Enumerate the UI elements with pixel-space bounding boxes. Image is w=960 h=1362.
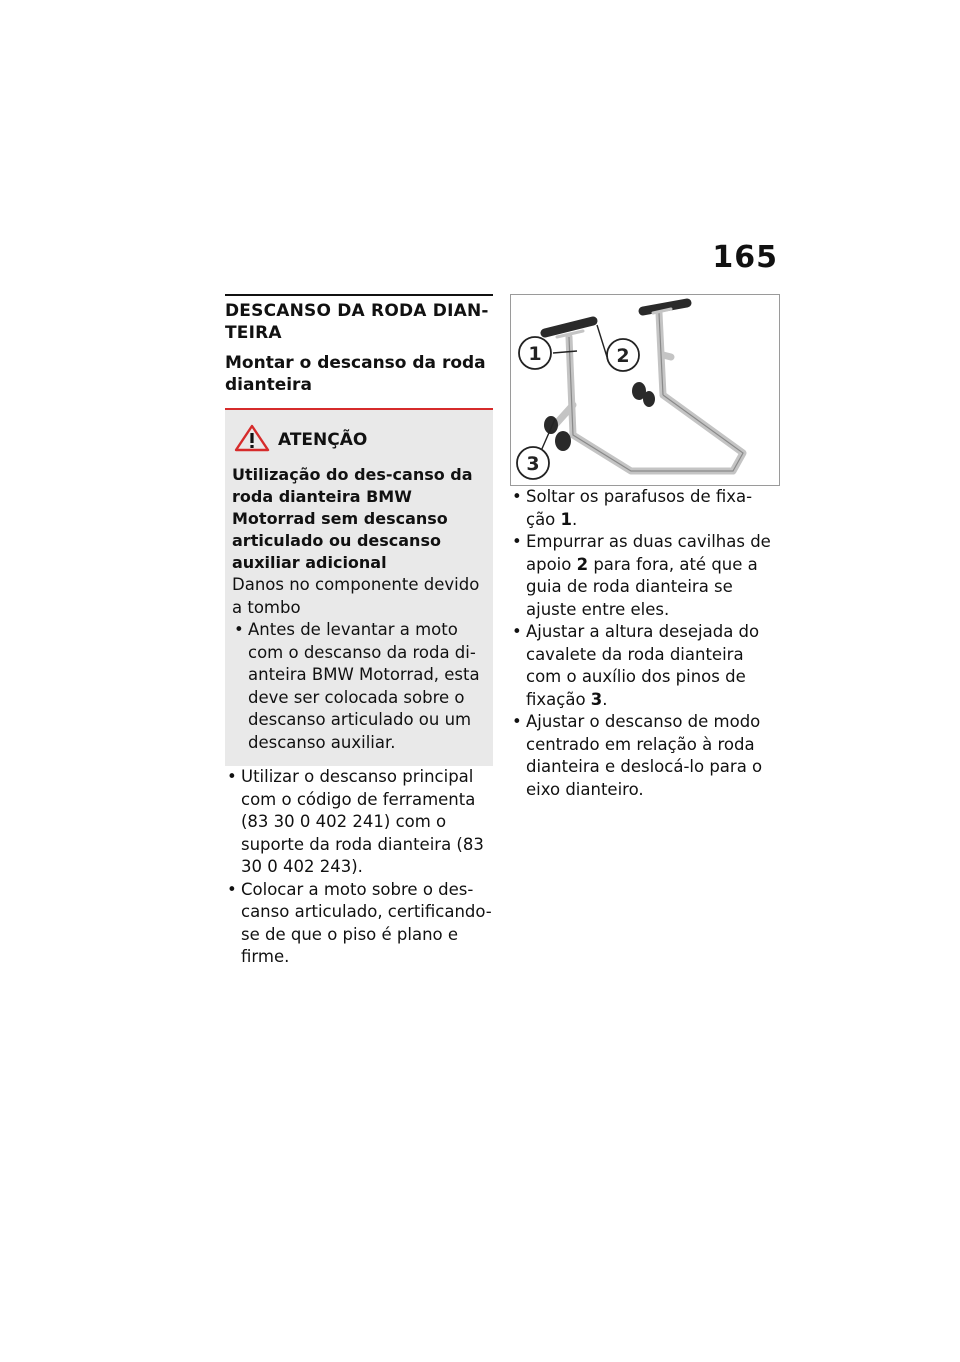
step-text: Empurrar as duas cavilhas de apoio (526, 532, 771, 574)
list-item (510, 531, 780, 621)
list-item (510, 486, 780, 531)
step-end: . (602, 689, 608, 709)
callout-3 (517, 447, 549, 479)
warning-box (225, 408, 493, 766)
warning-header (232, 424, 485, 456)
step-ref: 2 (576, 554, 589, 574)
subsection-title: Montar o descanso da roda dianteira (225, 353, 486, 395)
warning-subject: Utilização do des-canso da roda dianteira BMW Motorrad sem descanso articulado ou descanso auxiliar adicional (232, 465, 473, 572)
step-ref: 1 (560, 509, 573, 529)
warning-consequence: Danos no componente devido a tombo (232, 575, 480, 617)
callout-2 (607, 339, 639, 371)
left-column (225, 294, 493, 969)
step-ref: 3 (590, 689, 603, 709)
step-text: Ajustar a altura desejada do cavalete da roda dianteira com o auxílio dos pinos de fixação (526, 622, 760, 709)
right-column (510, 294, 780, 801)
page-number: 165 (712, 240, 778, 275)
warning-triangle-icon (234, 424, 270, 456)
left-step-list (225, 766, 493, 969)
front-stand-figure (510, 294, 780, 486)
step-end: . (572, 509, 578, 529)
warning-action: • Antes de levantar a moto com o descanso da roda di-anteira BMW Motorrad, esta deve ser colocada sobre o descanso articulado ou um descanso auxiliar. (232, 619, 485, 754)
step-text: Ajustar o descanso de modo centrado em relação à roda dianteira e deslocá-lo para o eixo dianteiro. (526, 712, 763, 799)
list-item: • Colocar a moto sobre o des-canso articulado, certificando-se de que o piso é plano e firme. (225, 879, 493, 969)
list-item (510, 711, 780, 801)
section-title: DESCANSO DA RODA DIAN-TEIRA (225, 301, 489, 343)
warning-title: ATENÇÃO (278, 430, 368, 450)
step-end: para fora, até que a guia de roda dianteira se ajuste entre eles. (526, 554, 758, 619)
right-step-list (510, 486, 780, 801)
front-stand-illustration (511, 295, 779, 485)
callout-1-label: 1 (528, 343, 542, 365)
warning-action-list (232, 619, 485, 754)
list-item (510, 621, 780, 711)
callout-1 (519, 337, 551, 369)
step-text: Soltar os parafusos de fixa-ção (526, 487, 753, 529)
callout-3-label: 3 (526, 453, 540, 475)
section-rule (225, 294, 493, 296)
list-item: • Utilizar o descanso principal com o código de ferramenta (83 30 0 402 241) com o suporte da roda dianteira (83 30 0 402 243). (225, 766, 493, 879)
callout-2-label: 2 (616, 345, 630, 367)
